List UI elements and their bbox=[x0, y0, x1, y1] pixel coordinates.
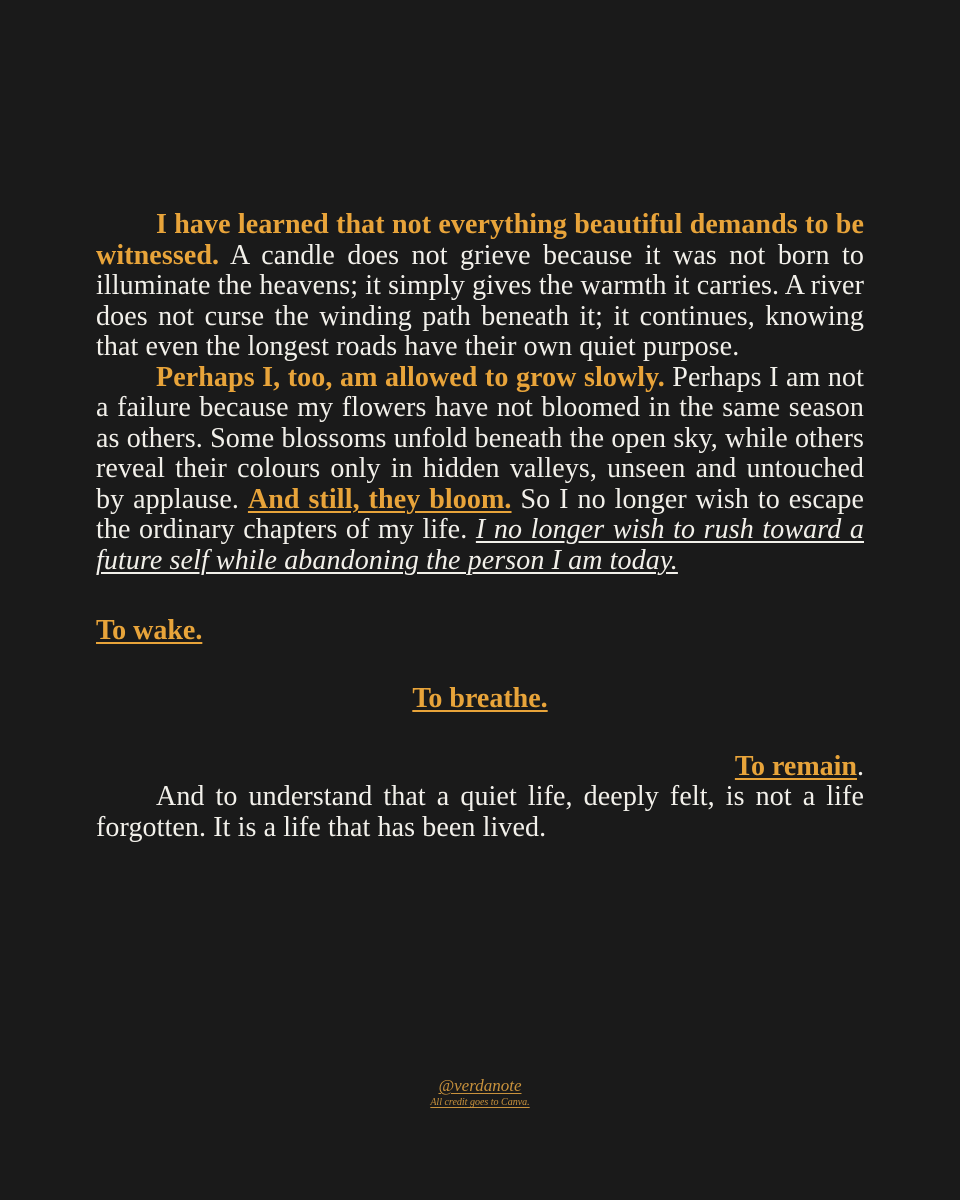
step-remain-period: . bbox=[857, 751, 864, 782]
paragraph-1-text: A candle does not grieve because it was not born to illuminate the heavens; it simply gives the warmth it carries. A river does not curse the winding path beneath it; it continues, knowing that even the longest roads have their own quiet purpose. bbox=[96, 239, 864, 362]
paragraph-2-highlight: Perhaps I, too, am allowed to grow slowly. bbox=[156, 361, 665, 393]
step-remain-text: To remain bbox=[734, 751, 857, 782]
paragraph-1 bbox=[96, 210, 864, 363]
paragraph-1-highlight: I have learned that not everything beautiful demands to be witnessed. bbox=[96, 209, 864, 271]
paragraph-3 bbox=[96, 782, 864, 843]
author-handle-link[interactable]: @verdanote bbox=[438, 1076, 522, 1095]
paragraph-2-text-a: Perhaps I am not a failure because my flowers have not bloomed in the same season as others. Some blossoms unfold beneath the open sky, while others reveal their colours only in hidden valleys, unseen and untouched by applause. bbox=[96, 361, 864, 515]
step-breathe-text: To breathe. bbox=[412, 683, 548, 714]
paragraph-2-text-b: So I no longer wish to escape the ordinary chapters of my life. bbox=[96, 483, 865, 545]
footer bbox=[0, 1076, 960, 1110]
paragraph-2-italic-emphasis: I no longer wish to rush toward a future self while abandoning the person I am today. bbox=[96, 514, 864, 576]
paragraph-2 bbox=[96, 363, 864, 577]
step-wake-text: To wake. bbox=[96, 615, 203, 646]
step-wake bbox=[96, 616, 864, 646]
step-breathe bbox=[96, 684, 864, 714]
poem-content bbox=[96, 210, 864, 843]
paragraph-3-text: And to understand that a quiet life, deeply felt, is not a life forgotten. It is a life that has been lived. bbox=[96, 781, 864, 843]
credit-note: All credit goes to Canva. bbox=[430, 1097, 530, 1108]
still-they-bloom-highlight: And still, they bloom. bbox=[247, 483, 512, 515]
step-remain bbox=[96, 752, 864, 782]
